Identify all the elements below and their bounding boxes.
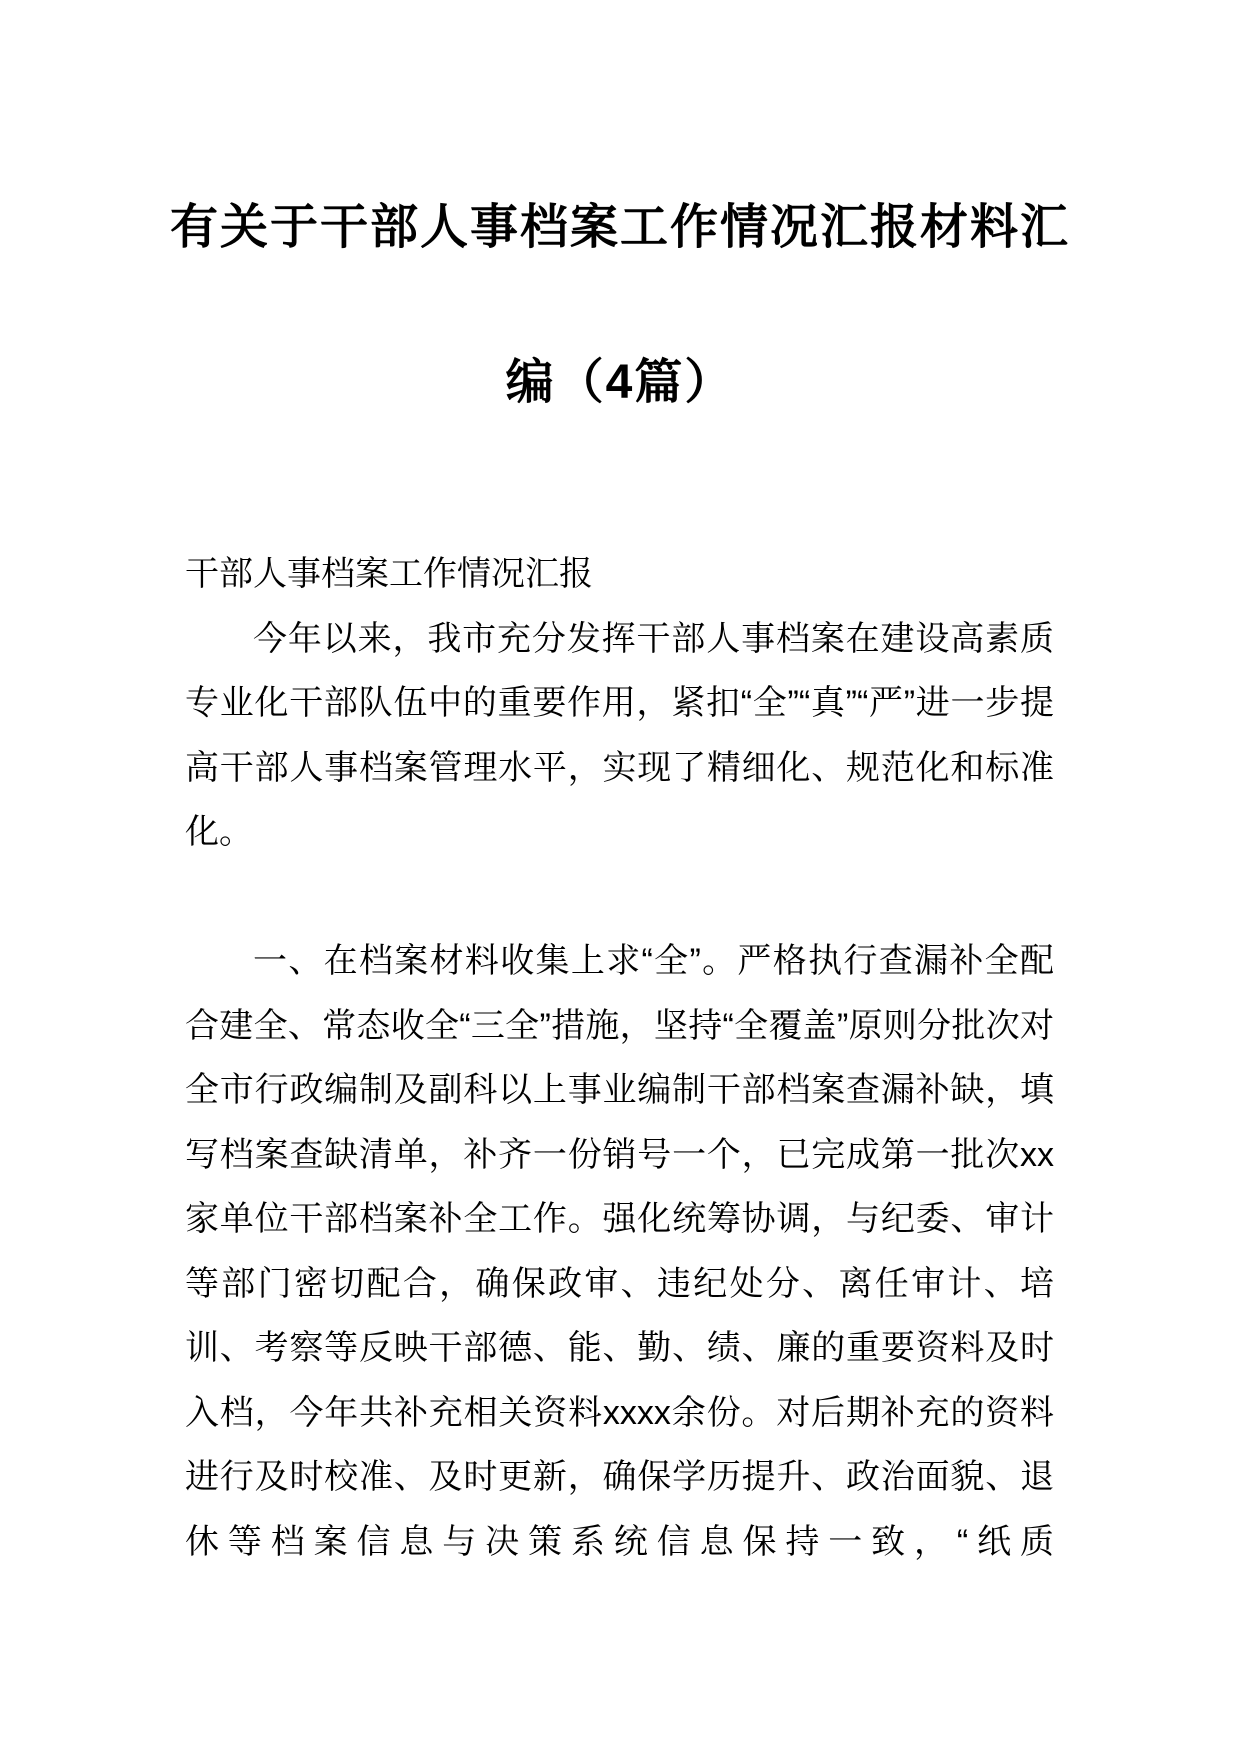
title-line-1: 有关于干部人事档案工作情况汇报材料汇 xyxy=(169,201,1070,254)
title-line-2: 编（4篇） xyxy=(505,356,735,409)
paragraph-report-heading: 干部人事档案工作情况汇报 xyxy=(185,555,593,593)
document-title xyxy=(0,0,1240,460)
document-body xyxy=(185,542,1054,1574)
paragraph-intro: 今年以来，我市充分发挥干部人事档案在建设高素质专业化干部队伍中的重要作用，紧扣“全”“真”“严”进一步提高干部人事档案管理水平，实现了精细化、规范化和标准化。 xyxy=(185,619,1054,851)
paragraph-section-one: 一、在档案材料收集上求“全”。严格执行查漏补全配合建全、常态收全“三全”措施，坚持“全覆盖”原则分批次对全市行政编制及副科以上事业编制干部档案查漏补缺，填写档案查缺清单，补齐一份销号一个，已完成第一批次xx家单位干部档案补全工作。强化统筹协调，与纪委、审计等部门密切配合，确保政审、违纪处分、离任审计、培训、考察等反映干部德、能、勤、绩、廉的重要资料及时入档，今年共补充相关资料xxxx余份。对后期补充的资料进行及时校准、及时更新，确保学历提升、政治面貌、退休等档案信息与决策系统信息保持一致，“纸质 xyxy=(185,942,1054,1561)
